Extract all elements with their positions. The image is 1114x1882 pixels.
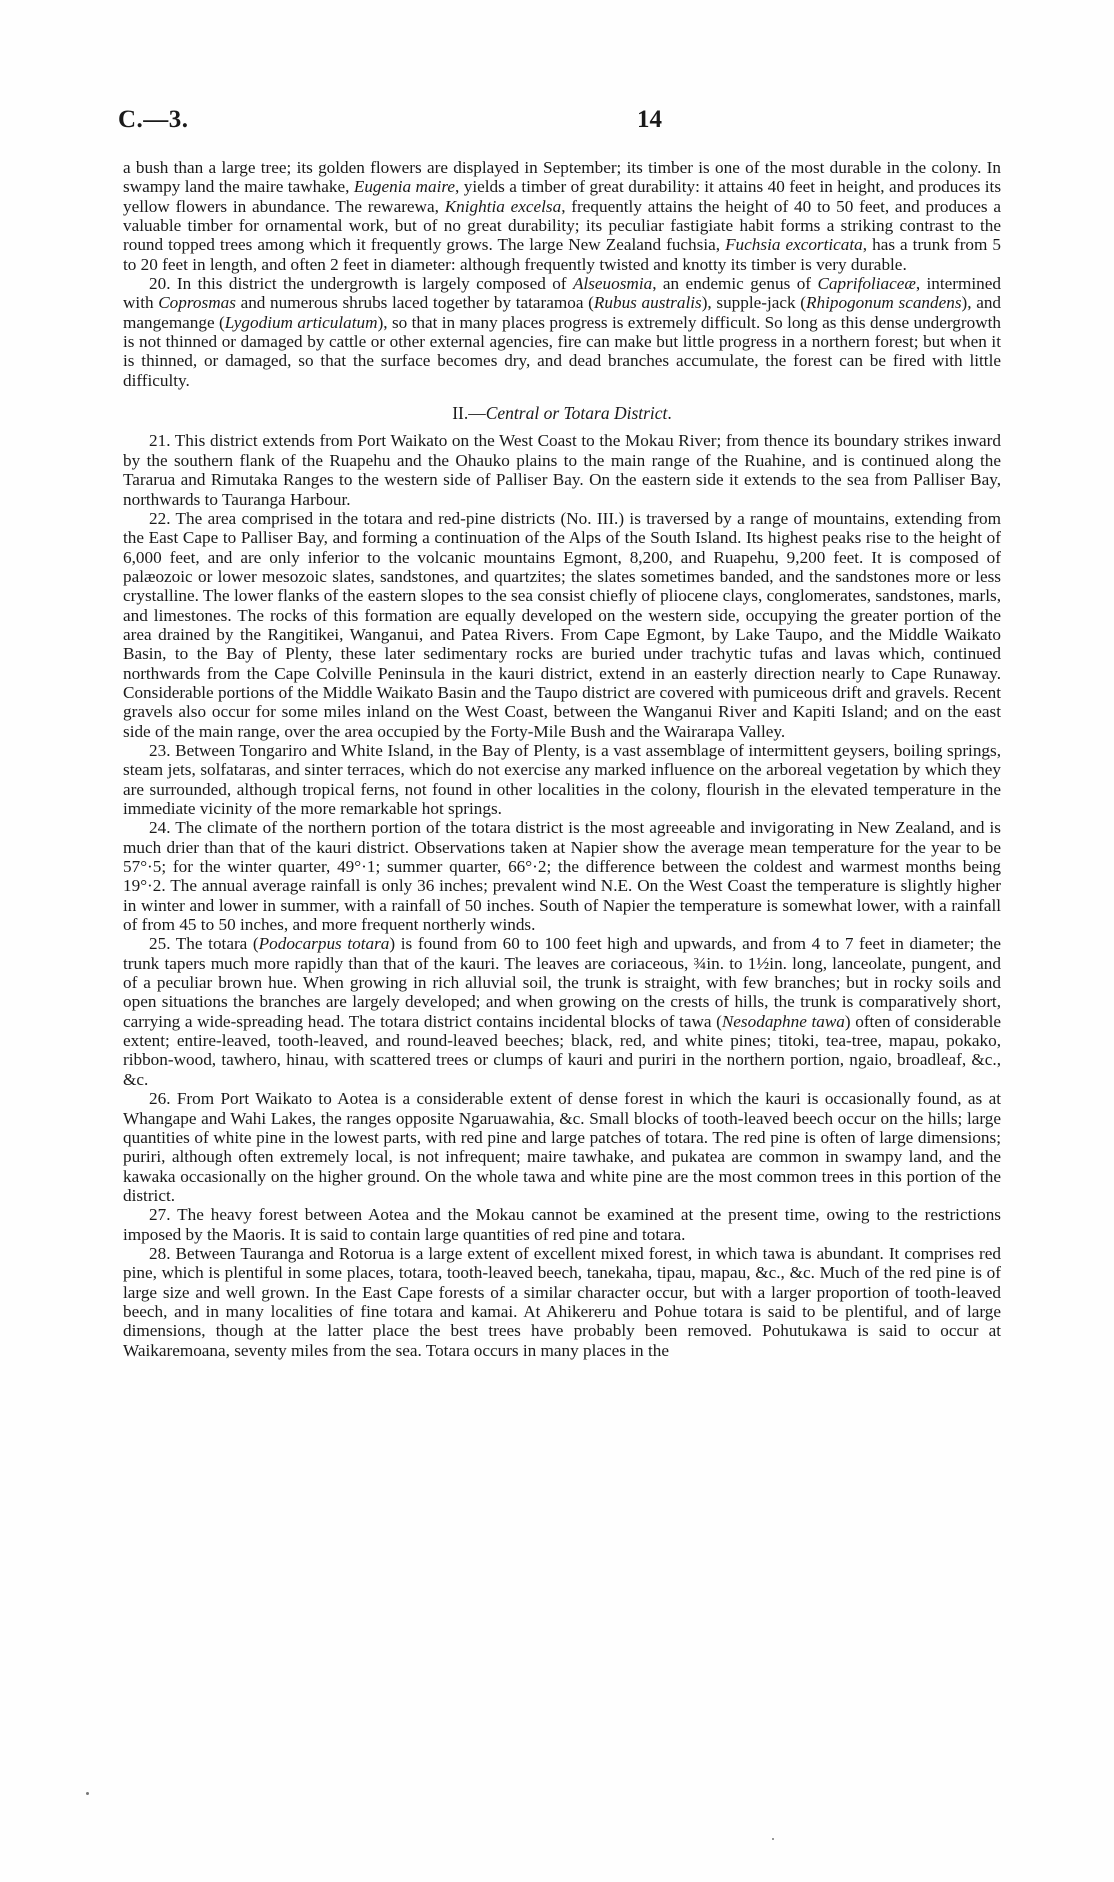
paragraph-continued: a bush than a large tree; its golden flowers are displayed in September; its timber is one of the most durable in the colony. In swampy land the maire tawhake, Eugenia maire, yields a timber of great durability: it attains 40 feet in height, and produces its yellow flowers in abundance. The rewarewa, Knightia excelsa, frequently attains the height of 40 to 50 feet, and produces a valuable timber for ornamental work, but of no great durability; its peculiar fastigiate habit forms a striking contrast to the round topped trees among which it frequently grows. The large New Zealand fuchsia, Fuchsia excorticata, has a trunk from 5 to 20 feet in length, and often 2 feet in diameter: although frequently twisted and knotty its timber is very durable.	[123, 158, 1002, 274]
scan-speck	[772, 1838, 774, 1840]
scan-speck	[86, 1792, 89, 1795]
section-heading: II.—Central or Totara District.	[452, 403, 672, 424]
paragraph-21: 21. This district extends from Port Waikato on the West Coast to the Mokau River; from thence its boundary strikes inward by the southern flank of the Ruapehu and the Ohauko plains to the main range of the Ruahine, and is continued along the Tararua and Rimutaka Ranges to the western side of Palliser Bay. On the eastern side it extends to the sea from Palliser Bay, northwards to Tauranga Harbour.	[123, 431, 1001, 509]
page-number: 14	[637, 106, 662, 133]
paragraph-28: 28. Between Tauranga and Rotorua is a large extent of excellent mixed forest, in which tawa is abundant. It comprises red pine, which is plentiful in some places, totara, tooth-leaved beech, tanekaha, tipau, mapau, &c., &c. Much of the red pine is of large size and well grown. In the East Cape forests of a similar character occur, but with a larger proportion of tooth-leaved beech, and in many localities of fine totara and kamai. At Ahikereru and Pohue totara is said to be plentiful, and of large dimensions, though at the latter place the best trees have probably been removed. Pohutukawa is said to occur at Waikaremoana, seventy miles from the sea. Totara occurs in many places in the	[123, 1243, 1001, 1360]
document-reference: C.—3.	[118, 106, 189, 133]
paragraph-26: 26. From Port Waikato to Aotea is a considerable extent of dense forest in which the kauri is occasionally found, as at Whangape and Wahi Lakes, the ranges opposite Ngaruawahia, &c. Small blocks of tooth-leaved beech occur on the hills; large quantities of white pine in the lowest parts, with red pine and large patches of totara. The red pine is often of large dimensions; puriri, although often extremely local, is not infrequent; maire tawhake, and pukatea are common in swampy land, and the kawaka occasionally on the higher ground. On the whole tawa and white pine are the most common trees in this portion of the district.	[123, 1089, 1001, 1205]
document-body	[123, 158, 1001, 1360]
paragraph-22: 22. The area comprised in the totara and red-pine districts (No. III.) is traversed by a range of mountains, extending from the East Cape to Palliser Bay, and forming a continuation of the Alps of the South Island. Its highest peaks rise to the height of 6,000 feet, and are only inferior to the volcanic mountains Egmont, 8,200, and Ruapehu, 9,200 feet. It is composed of palæozoic or lower mesozoic slates, sandstones, and quartzites; the slates sometimes banded, and the sandstones more or less crystalline. The lower flanks of the eastern slopes to the sea consist chiefly of pliocene clays, conglomerates, sandstones, marls, and limestones. The rocks of this formation are equally developed on the western side, occupying the greater portion of the area drained by the Rangitikei, Wanganui, and Patea Rivers. From Cape Egmont, by Lake Taupo, and the Middle Waikato Basin, to the Bay of Plenty, these later sedimentary rocks are buried under trachytic tufas and lavas which, continued northwards from the Cape Colville Peninsula in the kauri district, extend in an easterly direction nearly to Cape Runaway. Considerable portions of the Middle Waikato Basin and the Taupo district are covered with pumiceous drift and gravels. Recent gravels also occur for some miles inland on the West Coast, between the Wanganui River and Kapiti Island; and on the east side of the main range, over the area occupied by the Forty-Mile Bush and the Wairarapa Valley.	[123, 508, 1001, 741]
paragraph-23: 23. Between Tongariro and White Island, in the Bay of Plenty, is a vast assemblage of intermittent geysers, boiling springs, steam jets, solfataras, and sinter terraces, which do not exercise any marked influence on the arboreal vegetation by which they are surrounded, although tropical ferns, not found in other localities in the colony, flourish in the elevated temperature in the immediate vicinity of the more remarkable hot springs.	[123, 740, 1001, 818]
page-header	[118, 106, 998, 140]
paragraph-24: 24. The climate of the northern portion of the totara district is the most agreeable and invigorating in New Zealand, and is much drier than that of the kauri district. Observations taken at Napier show the average mean temperature for the year to be 57°·5; for the winter quarter, 49°·1; summer quarter, 66°·2; the difference between the coldest and warmest months being 19°·2. The annual average rainfall is only 36 inches; prevalent wind N.E. On the West Coast the temperature is slightly higher in winter and lower in summer, with a rainfall of 50 inches. South of Napier the temperature is somewhat lower, with a rainfall of from 45 to 50 inches, and more frequent northerly winds.	[123, 818, 1001, 935]
paragraph-20: 20. In this district the undergrowth is largely composed of Alseuosmia, an endemic genus of Caprifoliaceæ, intermined with Coprosmas and numerous shrubs laced together by tataramoa (Rubus australis), supple-jack (Rhipogonum scandens), and mangemange (Lygodium articulatum), so that in many places progress is extremely difficult. So long as this dense undergrowth is not thinned or damaged by cattle or other external agencies, fire can make but little progress in a northern forest; but when it is thinned, or damaged, so that the surface becomes dry, and dead branches accumulate, the forest can be fired with little difficulty.	[123, 274, 1002, 390]
paragraph-25: 25. The totara (Podocarpus totara) is found from 60 to 100 feet high and upwards, and from 4 to 7 feet in diameter; the trunk tapers much more rapidly than that of the kauri. The leaves are coriaceous, ¾in. to 1½in. long, lanceolate, pungent, and of a peculiar brown hue. When growing in rich alluvial soil, the trunk is straight, with few branches; but in rocky soils and open situations the branches are largely developed; and when growing on the crests of hills, the trunk is comparatively short, carrying a wide-spreading head. The totara district contains incidental blocks of tawa (Nesodaphne tawa) often of considerable extent; entire-leaved, tooth-leaved, and round-leaved beeches; black, red, and white pines; titoki, tea-tree, mapau, pokako, ribbon-wood, tawhero, hinau, with scattered trees or clumps of kauri and puriri in the northern portion, ngaio, broadleaf, &c., &c.	[123, 934, 1001, 1089]
paragraph-27: 27. The heavy forest between Aotea and the Mokau cannot be examined at the present time, owing to the restrictions imposed by the Maoris. It is said to contain large quantities of red pine and totara.	[123, 1205, 1001, 1244]
